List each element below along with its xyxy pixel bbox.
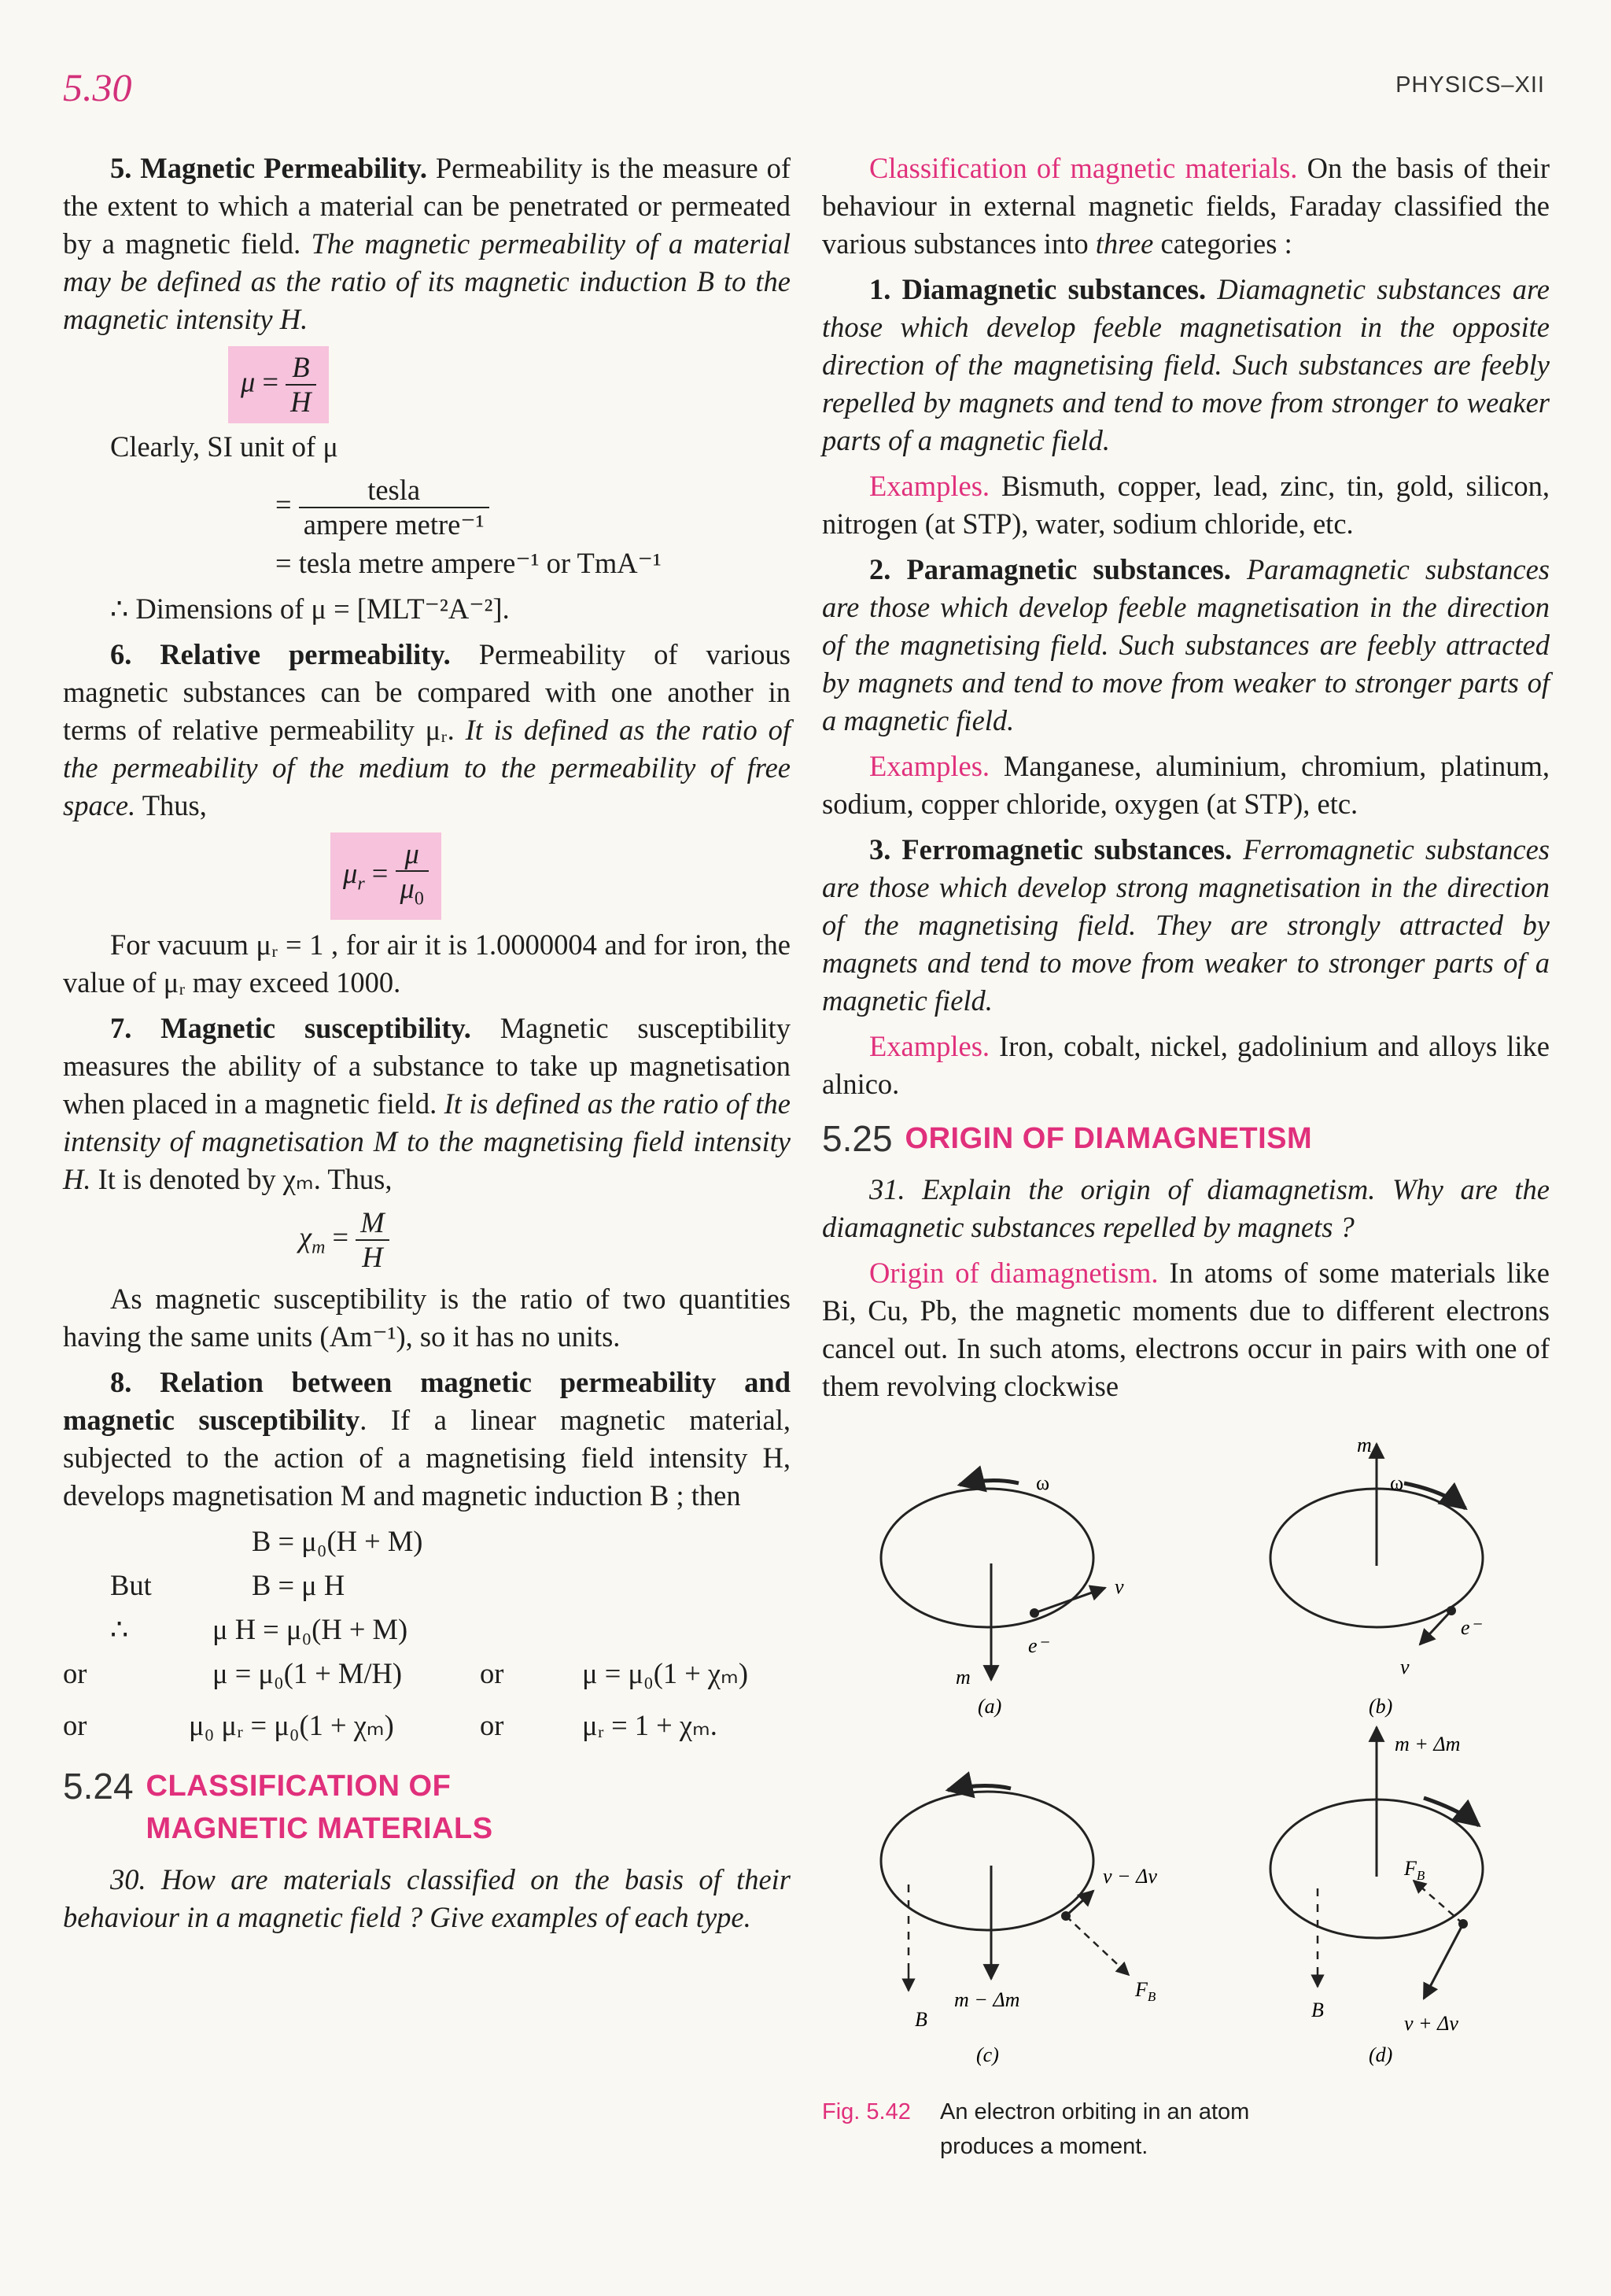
svg-text:B: B: [915, 2008, 927, 2031]
orbit-d: [1270, 1727, 1483, 2066]
svg-text:m + Δm: m + Δm: [1395, 1733, 1461, 1755]
svg-text:v: v: [1400, 1656, 1410, 1678]
svg-text:m: m: [956, 1666, 971, 1689]
svg-text:ω: ω: [1036, 1471, 1050, 1494]
figure-caption: [822, 2095, 1550, 2164]
dimension-line: ∴ Dimensions of μ = [MLT⁻²A⁻²].: [110, 592, 510, 625]
svg-text:v − Δv: v − Δv: [1103, 1865, 1157, 1888]
para-ferromagnetic: 3. Ferromagnetic substances. Ferromagnetic substances are those which develop strong magnetisation in the direction of the magnetising field. They are strongly attracted by magnets and tend to move from weaker to stronger parts of a magnetic field.: [822, 833, 1550, 1017]
orbit-b: [1270, 1434, 1483, 1718]
eq-mur-chi: or μ₀ μᵣ = μ₀(1 + χₘ) or μᵣ = 1 + χₘ.: [63, 1709, 717, 1742]
svg-text:FB: $F_B$: [1404, 1857, 1425, 1883]
page-number: 5.30: [63, 65, 132, 109]
para-origin: Origin of diamagnetism. In atoms of some materials like Bi, Cu, Pb, the magnetic moments due to different electrons cancel out. In such atoms, electrons occur in pairs with one of them revolving clockwise: [822, 1257, 1550, 1402]
svg-text:m: m: [1357, 1434, 1372, 1456]
para-relative-permeability: 6. Relative permeability. Permeability of various magnetic substances can be compared with one another in terms of relative permeability μᵣ. It is defined as the ratio of the permeability of the medium to the permeability of free space. Thus,: [63, 638, 791, 821]
orbit-c: [881, 1785, 1157, 2066]
unit-fraction: = $\frac{\text{tesla}}{\text{ampere metre⁻¹}}$: [275, 474, 791, 541]
question-30: 30. How are materials classified on the basis of their behaviour in a magnetic field ? Give examples of each type.: [63, 1863, 791, 1934]
section-5-25-heading: 5.25 ORIGIN OF DIAMAGNETISM: [822, 1118, 1313, 1159]
svg-text:(b): (b): [1369, 1695, 1393, 1718]
para-diamagnetic: 1. Diamagnetic substances. Diamagnetic substances are those which develop feeble magnetisation in the opposite direction of the magnetising field. Such substances are feebly repelled by magnets and tend to move from stronger to weaker parts of a magnetic field.: [822, 273, 1550, 456]
mu-formula: μ = $\frac{B}{H}$: [228, 346, 791, 423]
eq-muh: ∴ μ H = μ₀(H + M): [110, 1613, 408, 1646]
examples-paramagnetic: Examples. Manganese, aluminium, chromium, platinum, sodium, copper chloride, oxygen (at STP), etc.: [822, 750, 1550, 820]
question-31: 31. Explain the origin of diamagnetism. Why are the diamagnetic substances repelled by magnets ?: [822, 1173, 1550, 1243]
examples-ferromagnetic: Examples. Iron, cobalt, nickel, gadolinium and alloys like alnico.: [822, 1030, 1550, 1100]
svg-text:e⁻: e⁻: [1461, 1616, 1481, 1639]
eq-mu-chi: or μ = μ₀(1 + M/H) or μ = μ₀(1 + χₘ): [63, 1657, 749, 1690]
svg-text:(a): (a): [978, 1695, 1002, 1718]
figure-electron-orbits: [822, 1428, 1550, 2089]
section-5-24-heading: 5.24 CLASSIFICATION OF MAGNETIC MATERIALS: [63, 1766, 493, 1846]
svg-text:m − Δm: m − Δm: [954, 1988, 1020, 2011]
examples-diamagnetic: Examples. Bismuth, copper, lead, zinc, tin, gold, silicon, nitrogen (at STP), water, sodium chloride, etc.: [822, 470, 1550, 540]
svg-text:ω: ω: [1390, 1471, 1404, 1494]
svg-text:v: v: [1115, 1575, 1124, 1598]
running-head: PHYSICS–XII: [1395, 72, 1545, 98]
para-relation: 8. Relation between magnetic permeability and magnetic susceptibility. If a linear magnetic material, subjected to the action of a magnetising field intensity H, develops magnetisation M and magnetic induction B ; then: [63, 1366, 791, 1512]
figure-label: Fig. 5.42: [822, 2099, 911, 2124]
svg-text:FB: $F_B$: [1135, 1978, 1156, 2004]
eq-b-mu0: B = μ₀(H + M): [252, 1525, 423, 1558]
para-susceptibility: 7. Magnetic susceptibility. Magnetic susceptibility measures the ability of a substance to take up magnetisation when placed in a magnetic field. It is defined as the ratio of the intensity of magnetisation M to the magnetising field intensity H. It is denoted by χₘ. Thus,: [63, 1012, 791, 1196]
vacuum-text: For vacuum μᵣ = 1 , for air it is 1.0000004 and for iron, the value of μᵣ may exceed 1000.: [63, 928, 791, 999]
orbit-a: [881, 1471, 1124, 1718]
unit-line-2: = tesla metre ampere⁻¹ or TmA⁻¹: [275, 547, 662, 579]
eq-b-muh: But B = μ H: [110, 1569, 345, 1602]
svg-text:e⁻: e⁻: [1028, 1634, 1049, 1657]
si-unit-line: Clearly, SI unit of μ: [110, 430, 338, 463]
para-permeability: 5. Magnetic Permeability. Permeability is the measure of the extent to which a material can be penetrated or permeated by a magnetic field. The magnetic permeability of a material may be defined as the ratio of its magnetic induction B to the magnetic intensity H.: [63, 152, 791, 335]
chi-formula: $\chi_m$ = $\frac{M}{H}$: [299, 1206, 791, 1274]
figure-caption-text: An electron orbiting in an atom produces a moment.: [940, 2099, 1250, 2159]
mur-formula: $\mu_r$ = $\frac{\mu}{\mu_0}$: [330, 832, 791, 920]
right-column: [822, 149, 1550, 1413]
left-column: [63, 149, 791, 1944]
svg-text:v + Δv: v + Δv: [1404, 2012, 1458, 2035]
svg-text:(d): (d): [1369, 2043, 1393, 2066]
svg-text:B: B: [1311, 1999, 1324, 2021]
svg-text:(c): (c): [976, 2043, 999, 2066]
para-paramagnetic: 2. Paramagnetic substances. Paramagnetic substances are those which develop feeble magnetisation in the direction of the magnetising field. Such substances are feebly attracted by magnets and tend to move from weaker to stronger parts of a magnetic field.: [822, 553, 1550, 736]
units-text: As magnetic susceptibility is the ratio of two quantities having the same units (Am⁻¹), so it has no units.: [63, 1283, 791, 1353]
para-classification: Classification of magnetic materials. On the basis of their behaviour in external magnetic fields, Faraday classified the various substances into three categories :: [822, 152, 1550, 260]
